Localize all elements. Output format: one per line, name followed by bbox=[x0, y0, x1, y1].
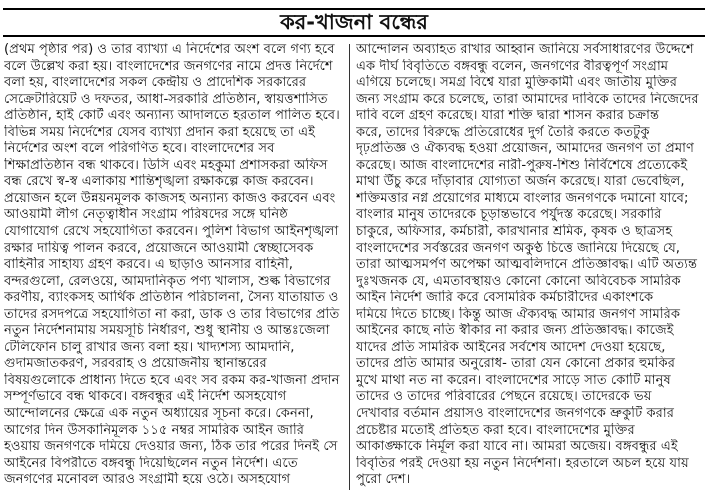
text-line: পুরো দেশ। bbox=[356, 472, 411, 488]
text-line: মাথা উঁচু করে দাঁড়াবার যোগ্যতা অর্জন করেছে। যারা ভেবেছিল, bbox=[356, 174, 685, 190]
text-line: তারা আত্মসমর্পণ অপেক্ষা আত্মবলিদানে প্রতিজ্ঞাবদ্ধ। এটি অত্যন্ত bbox=[356, 257, 698, 273]
text-line: আইনের কাছে নতি স্বীকার না করার জন্য প্রতিজ্ঞাবদ্ধ। কাজেই bbox=[356, 323, 674, 339]
text-line: সম্পূর্ণভাবে বন্ধ থাকবে। বঙ্গবন্ধুর এই নির্দেশ অসহযোগ bbox=[4, 389, 287, 405]
text-line: দুঃখজনক যে, এমতাবস্থায়ও কোনো কোনো অবিবেচক সামরিক bbox=[356, 273, 681, 289]
text-line: জনগণের মনোবল আরও সংগ্রামী হয়ে ওঠে। অসহযোগ bbox=[4, 472, 291, 488]
text-line: আওয়ামী লীগ নেতৃত্বাধীন সংগ্রাম পরিষদের সঙ্গে ঘনিষ্ঠ bbox=[4, 207, 288, 223]
text-line: এগিয়ে চলেছে। সমগ্র বিশ্বে যারা মুক্তিকামী এবং জাতীয় মুক্তির bbox=[356, 75, 677, 91]
text-line: (প্রথম পৃষ্ঠার পর) ও তার ব্যাখ্যা এ নির্দেশের অংশ বলে গণ্য হবে bbox=[4, 42, 335, 57]
text-line: দাবি বলে গ্রহণ করেছে। যারা শক্তি দ্বারা শাসন করার চক্রান্ত bbox=[356, 108, 660, 124]
text-line: আন্দোলনের ক্ষেত্রে এক নতুন অধ্যায়ের সূচনা করে। কেননা, bbox=[4, 406, 314, 422]
text-line: শক্তিমত্তার নগ্ন প্রয়োগের মাধ্যমে বাংলার জনগণকে দমানো যাবে; bbox=[356, 190, 689, 206]
text-line: শিক্ষাপ্রতিষ্ঠান বন্ধ থাকবে। ডিসি এবং মহকুমা প্রশাসকরা অফিস bbox=[4, 157, 328, 173]
text-line: বলা হয়, বাংলাদেশের সকল কেন্দ্রীয় ও প্রাদেশিক সরকারের bbox=[4, 75, 307, 91]
text-line: করেছে। আজ বাংলাদেশের নারী-পুরুষ-শিশু নির্বিশেষে প্রত্যেকেই bbox=[356, 157, 688, 173]
text-line: মুখে মাথা নত না করেন। বাংলাদেশের সাড়ে সাত কোটি মানুষ bbox=[356, 372, 671, 388]
text-line: তাদের প্রতি আমার অনুরোধ- তারা যেন কোনো প্রকার হুমকির bbox=[356, 356, 676, 372]
text-line: এক দীর্ঘ বিবৃতিতে বঙ্গবন্ধু বলেন, জনগণের বীরত্বপূর্ণ সংগ্রাম bbox=[356, 58, 669, 74]
text-line: যাদের প্রতি সামরিক আইনের সর্বশেষ আদেশ দেওয়া হয়েছে, bbox=[356, 339, 666, 355]
right-column bbox=[356, 42, 702, 492]
left-column bbox=[4, 42, 344, 492]
text-line: চাকুরে, অফিসার, কর্মচারী, কারখানার শ্রমিক, কৃষক ও ছাত্রসহ bbox=[356, 224, 673, 240]
column-divider bbox=[349, 44, 350, 490]
text-line: তাদের রসদপত্রে সহযোগিতা না করা, ডাক ও তার বিভাগের প্রতি bbox=[4, 306, 340, 322]
text-line: দৃঢ়প্রতিজ্ঞ ও ঐক্যবদ্ধ হওয়া প্রয়োজন, আমাদের জনগণ তা প্রমাণ bbox=[356, 141, 694, 157]
headline-banner bbox=[0, 6, 708, 40]
text-line: যোগাযোগ রেখে সহযোগিতা করবেন। পুলিশ বিভাগ আইনশৃঙ্খলা bbox=[4, 224, 339, 240]
text-line: প্রতিষ্ঠান, হাই কোর্ট এবং অন্যান্য আদালতে হরতাল পালিত হবে। bbox=[4, 108, 340, 124]
text-line: প্রয়োজন হলে উন্নয়নমূলক কাজসহ অন্যান্য কাজও করবেন এবং bbox=[4, 190, 336, 206]
text-line: সেক্রেটারিয়েট ও দফতর, আধা-সরকারি প্রতিষ্ঠান, স্বায়ত্তশাসিত bbox=[4, 91, 328, 107]
text-line: জন্য সংগ্রাম করে চলেছে, তারা আমাদের দাবিকে তাদের নিজেদের bbox=[356, 91, 699, 107]
text-line: নির্দেশের অংশ বলে পরিগণিত হবে। বাংলাদেশের সব bbox=[4, 141, 275, 157]
text-line: গুদামজাতকরণ, সরবরাহ ও প্রয়োজনীয় স্থানান্তরের bbox=[4, 356, 267, 372]
text-line: করে, তাদের বিরুদ্ধে প্রতিরোধের দুর্গ তৈরি করতে কতটুকু bbox=[356, 124, 650, 140]
text-line: বাহিনীর সাহায্য গ্রহণ করবে। এ ছাড়াও আনসার বাহিনী, bbox=[4, 257, 293, 273]
text-line: বাংলাদেশের সর্বস্তরের জনগণ অকুণ্ঠ চিত্তে জানিয়ে দিয়েছে যে, bbox=[356, 240, 680, 256]
text-line: করণীয়, ব্যাংকসহ আর্থিক প্রতিষ্ঠান পরিচালনা, সৈন্য যাতায়াত ও bbox=[4, 290, 339, 306]
text-line: বলে উল্লেখ করা হয়। বাংলাদেশের জনগণের নামে প্রদত্ত নির্দেশে bbox=[4, 58, 333, 74]
text-line: হওয়ায় জনগণকে দমিয়ে দেওয়ার জন্য, ঠিক তার পরের দিনই সে bbox=[4, 439, 338, 455]
text-line: আকাঙ্ক্ষাকে নির্মূল করা যাবে না। আমরা অজেয়। বঙ্গবন্ধুর এই bbox=[356, 439, 678, 455]
text-line: বিষয়গুলোকে প্রাধান্য দিতে হবে এবং সব রকম কর-খাজনা প্রদান bbox=[4, 372, 340, 388]
text-line: দমিয়ে দিতে চাচ্ছে। কিন্তু আজ ঐক্যবদ্ধ আমার জনগণ সামরিক bbox=[356, 306, 681, 322]
text-line: বাংলার মানুষ তাদেরকে চূড়ান্তভাবে পর্যুদস্ত করেছে। সরকারি bbox=[356, 207, 662, 223]
text-line: রক্ষার দায়িত্ব পালন করবে, প্রয়োজনে আওয়ামী স্বেচ্ছাসেবক bbox=[4, 240, 314, 256]
text-line: নতুন নির্দেশনামায় সময়সূচি নির্ধারণ, শুধু স্থানীয় ও আন্তঃজেলা bbox=[4, 323, 330, 339]
text-line: বন্দরগুলো, রেলওয়ে, আমদানিকৃত পণ্য খালাস, শুল্ক বিভাগের bbox=[4, 273, 331, 289]
text-line: আইন নির্দেশ জারি করে বেসামরিক কর্মচারীদের একাংশকে bbox=[356, 290, 654, 306]
text-line: আইনের বিপরীতে বঙ্গবন্ধু দিয়েছিলেন নতুন নির্দেশ। এতে bbox=[4, 455, 298, 471]
text-line: দেখাবার বর্তমান প্রয়াসও বাংলাদেশের জনগণকে ভ্রুকুটি করার bbox=[356, 406, 675, 422]
headline-text: কর-খাজনা বন্ধের bbox=[270, 10, 438, 34]
text-line: বিবৃতির পরই দেওয়া হয় নতুন নির্দেশনা। হরতালে অচল হয়ে যায় bbox=[356, 455, 689, 471]
headline bbox=[0, 8, 708, 36]
text-line: বিভিন্ন সময় নির্দেশের যেসব ব্যাখ্যা প্রদান করা হয়েছে তা এই bbox=[4, 124, 315, 140]
text-line: আগের দিন উসকানিমূলক ১১৫ নম্বর সামরিক আইন জারি bbox=[4, 422, 304, 438]
text-line: বন্ধ রেখে স্ব-স্ব এলাকায় শান্তিশৃঙ্খলা রক্ষাকল্পে কাজ করবেন। bbox=[4, 174, 314, 190]
text-line: টেলিফোন চালু রাখার জন্য বলা হয়। খাদ্যশস্য আমদানি, bbox=[4, 339, 295, 355]
text-line: প্রচেষ্টার মতোই প্রতিহত করা হবে। বাংলাদেশের মুক্তির bbox=[356, 422, 635, 438]
text-line: তাদের ও তাদের পরিবারের পেছনে রয়েছে। তাদেরকে ভয় bbox=[356, 389, 652, 405]
text-line: আন্দোলন অব্যাহত রাখার আহ্বান জানিয়ে সর্বসাধারণের উদ্দেশে bbox=[356, 42, 694, 57]
